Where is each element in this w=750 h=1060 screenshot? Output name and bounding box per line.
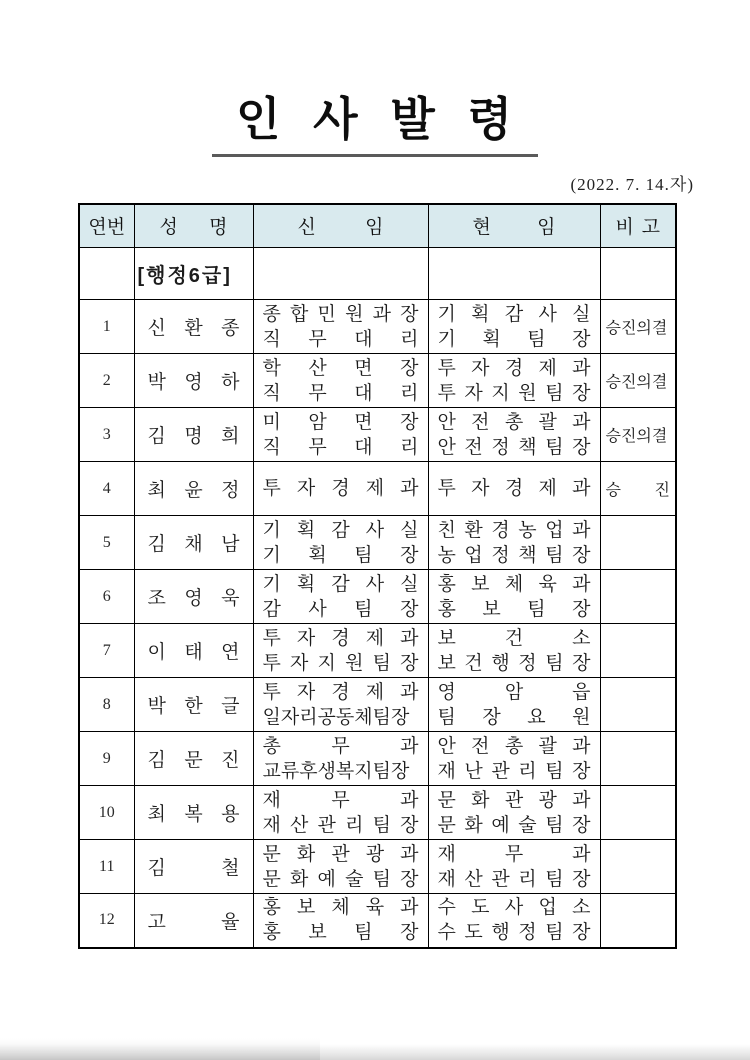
new-position-line1: 학 산 면 장 [262,357,419,379]
current-position-line2: 기 획 팀 장 [437,328,591,350]
new-position-cell [253,570,428,624]
name-cell: 박 영 하 [134,354,253,408]
current-position-line2: 수 도 행 정 팀 장 [437,922,591,944]
current-position-cell [428,678,600,732]
remarks-cell [600,732,676,786]
table-row [79,732,676,786]
empty-cell [253,248,428,300]
name-cell: 고 율 [134,894,253,948]
name-cell: 조 영 욱 [134,570,253,624]
remarks-cell: 승 진 [600,462,676,516]
title-area [0,0,750,157]
new-position-line2: 직 무 대 리 [262,328,419,350]
new-position-line2: 홍 보 팀 장 [262,922,419,944]
new-position-line2: 투 자 지 원 팀 장 [262,652,419,674]
serial-number: 11 [79,840,134,894]
new-position-line1: 투 자 경 제 과 [262,627,419,649]
effective-date: (2022. 7. 14.자) [570,174,694,194]
new-position-line1: 기 획 감 사 실 [262,573,419,595]
header-serial-number: 연번 [79,204,134,248]
remarks-cell: 승진의결 [600,408,676,462]
grade-group-label: [행정6급] [134,248,253,300]
table-row [79,570,676,624]
current-position-cell [428,300,600,354]
table-row [79,894,676,948]
serial-number: 1 [79,300,134,354]
current-position-line1: 기 획 감 사 실 [437,303,591,325]
current-position-cell [428,462,600,516]
name-cell: 김 채 남 [134,516,253,570]
name-cell: 신 환 종 [134,300,253,354]
current-position-line2: 재 산 관 리 팀 장 [437,868,591,890]
current-position-line2: 보 건 행 정 팀 장 [437,652,591,674]
serial-number: 4 [79,462,134,516]
current-position-cell [428,516,600,570]
remarks-cell [600,894,676,948]
new-position-cell [253,462,428,516]
current-position-line2: 재 난 관 리 팀 장 [437,760,591,782]
current-position-line1: 재 무 과 [437,843,591,865]
serial-number: 6 [79,570,134,624]
header-current-position: 현 임 [428,204,600,248]
serial-number: 8 [79,678,134,732]
new-position-line1: 투 자 경 제 과 [262,681,419,703]
new-position-line2: 교류후생복지팀장 [262,760,410,782]
new-position-cell [253,678,428,732]
remarks-cell [600,624,676,678]
new-position-cell [253,300,428,354]
table-row [79,786,676,840]
serial-number: 9 [79,732,134,786]
current-position-line1: 영 암 읍 [437,681,591,703]
current-position-line2: 농 업 정 책 팀 장 [437,544,591,566]
current-position-line1: 친 환 경 농 업 과 [437,519,591,541]
new-position-cell [253,840,428,894]
page-edge-shadow [0,1044,750,1060]
new-position-cell [253,732,428,786]
serial-number: 7 [79,624,134,678]
header-name: 성 명 [134,204,253,248]
new-position-cell [253,354,428,408]
table-row [79,678,676,732]
table-row [79,300,676,354]
remarks-cell [600,840,676,894]
grade-group-row [79,248,676,300]
serial-number: 12 [79,894,134,948]
name-cell: 이 태 연 [134,624,253,678]
table-row [79,408,676,462]
current-position-line1: 투 자 경 제 과 [437,357,591,379]
name-cell: 김 문 진 [134,732,253,786]
current-position-line1: 안 전 총 괄 과 [437,411,591,433]
table-row [79,516,676,570]
name-cell: 최 복 용 [134,786,253,840]
current-position-line1: 투 자 경 제 과 [437,478,591,500]
empty-cell [428,248,600,300]
new-position-line2: 직 무 대 리 [262,436,419,458]
new-position-cell [253,408,428,462]
new-position-line2: 재 산 관 리 팀 장 [262,814,419,836]
current-position-cell [428,732,600,786]
page-title: 인 사 발 령 [212,94,538,157]
current-position-line1: 문 화 관 광 과 [437,789,591,811]
header-remarks: 비 고 [600,204,676,248]
new-position-line1: 총 무 과 [262,735,419,757]
current-position-line1: 수 도 사 업 소 [437,897,591,919]
current-position-cell [428,786,600,840]
new-position-line1: 기 획 감 사 실 [262,519,419,541]
remarks-cell: 승진의결 [600,354,676,408]
personnel-appointment-table [78,203,677,949]
new-position-line2: 감 사 팀 장 [262,598,419,620]
name-cell: 최 윤 정 [134,462,253,516]
serial-number: 3 [79,408,134,462]
table-row [79,462,676,516]
new-position-cell [253,624,428,678]
serial-number: 10 [79,786,134,840]
remarks-cell [600,678,676,732]
current-position-cell [428,894,600,948]
name-cell: 김 철 [134,840,253,894]
table-header-row [79,204,676,248]
new-position-cell [253,786,428,840]
table-row [79,624,676,678]
current-position-line1: 안 전 총 괄 과 [437,735,591,757]
table-row [79,354,676,408]
name-cell: 박 한 글 [134,678,253,732]
new-position-line2: 일자리공동체팀장 [262,706,410,728]
remarks-cell [600,786,676,840]
new-position-line2: 기 획 팀 장 [262,544,419,566]
current-position-cell [428,624,600,678]
name-cell: 김 명 희 [134,408,253,462]
empty-cell [600,248,676,300]
current-position-cell [428,840,600,894]
new-position-line1: 종 합 민 원 과 장 [262,303,419,325]
serial-number: 5 [79,516,134,570]
remarks-cell [600,516,676,570]
current-position-line2: 안 전 정 책 팀 장 [437,436,591,458]
new-position-cell [253,516,428,570]
current-position-line2: 팀 장 요 원 [437,706,591,728]
new-position-line1: 재 무 과 [262,789,419,811]
current-position-line2: 홍 보 팀 장 [437,598,591,620]
new-position-line1: 투 자 경 제 과 [262,478,419,500]
empty-cell [79,248,134,300]
serial-number: 2 [79,354,134,408]
remarks-cell: 승진의결 [600,300,676,354]
current-position-cell [428,408,600,462]
new-position-line1: 홍 보 체 육 과 [262,897,419,919]
current-position-line1: 보 건 소 [437,627,591,649]
new-position-cell [253,894,428,948]
current-position-cell [428,570,600,624]
table-row [79,840,676,894]
current-position-line1: 홍 보 체 육 과 [437,573,591,595]
current-position-line2: 투 자 지 원 팀 장 [437,382,591,404]
new-position-line1: 문 화 관 광 과 [262,843,419,865]
new-position-line2: 직 무 대 리 [262,382,419,404]
current-position-line2: 문 화 예 술 팀 장 [437,814,591,836]
remarks-cell [600,570,676,624]
header-new-position: 신 임 [253,204,428,248]
new-position-line2: 문 화 예 술 팀 장 [262,868,419,890]
current-position-cell [428,354,600,408]
new-position-line1: 미 암 면 장 [262,411,419,433]
